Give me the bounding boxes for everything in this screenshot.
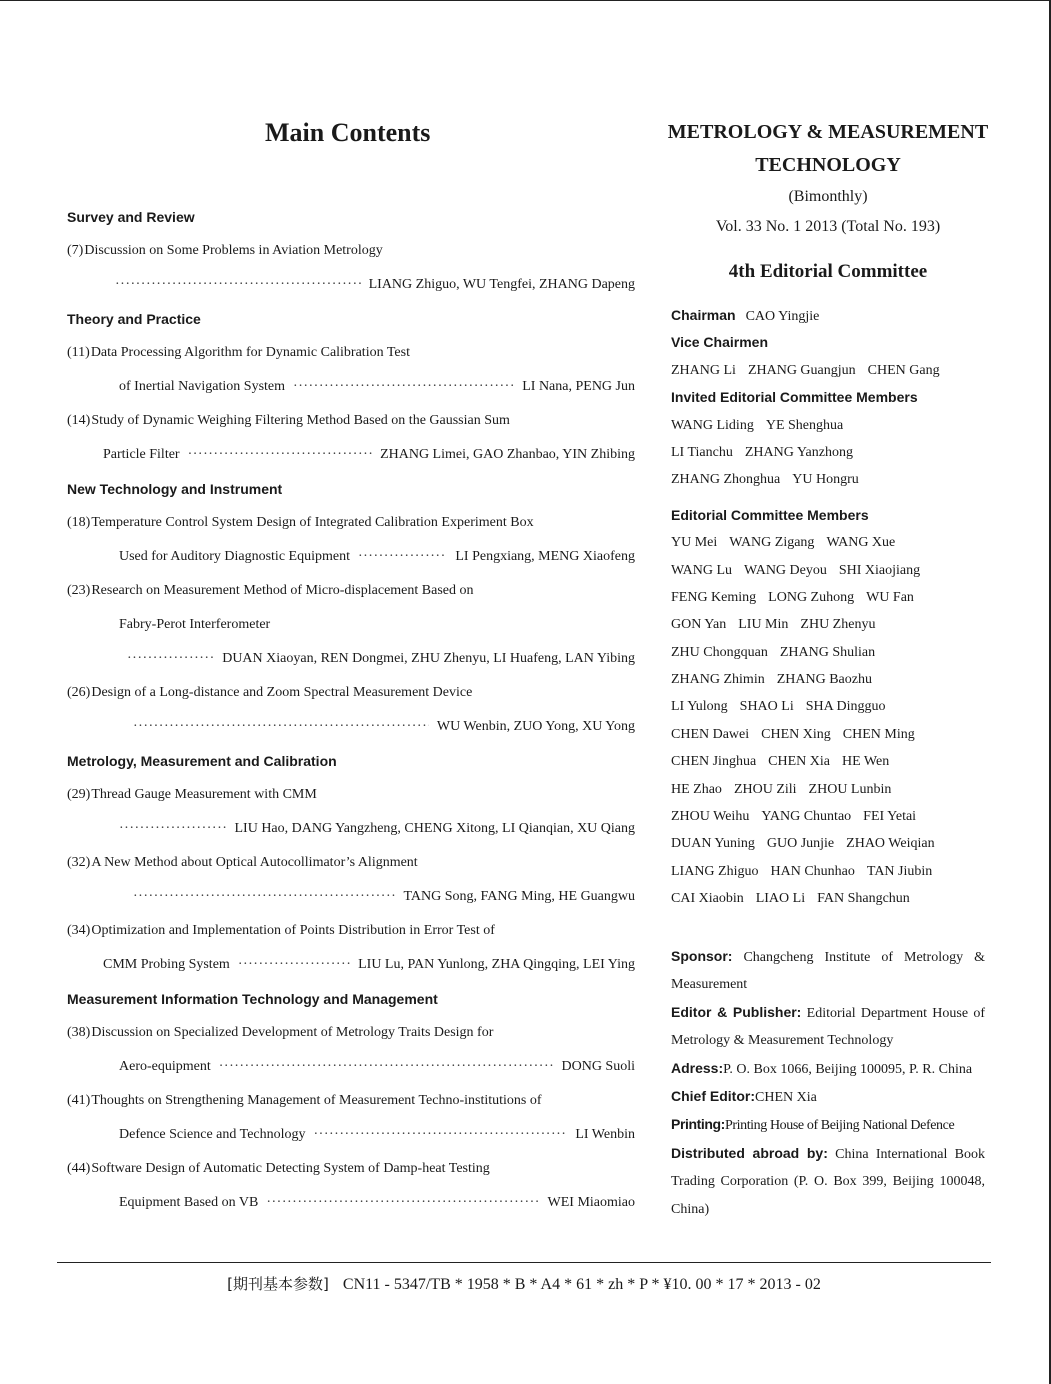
footer-rule xyxy=(57,1262,991,1263)
committee-member-name: SHA Dingguo xyxy=(805,699,886,715)
toc-author-line xyxy=(67,268,635,302)
printing-info xyxy=(671,1111,985,1139)
toc-author-line xyxy=(67,1118,635,1152)
toc-title-text: Design of a Long-distance and Zoom Spectral Measurement Device xyxy=(91,685,473,700)
invited-members-label-row xyxy=(671,384,991,411)
toc-leader-dots xyxy=(133,710,429,744)
toc-authors: LI Wenbin xyxy=(575,1127,635,1142)
toc-page-number: (32) xyxy=(67,855,91,870)
toc-article-title xyxy=(67,914,635,948)
committee-member-name: LI Tianchu xyxy=(671,444,733,460)
committee-member-name: ZHU Chongquan xyxy=(671,644,768,660)
committee-name-row xyxy=(671,885,991,912)
toc-section-heading: Theory and Practice xyxy=(67,311,201,327)
committee-member-name: YANG Chuntao xyxy=(761,809,852,825)
address-label: Adress: xyxy=(671,1059,724,1076)
toc-leader-dots xyxy=(127,642,214,676)
printing-value: Printing House of Beijing National Defence xyxy=(724,1118,955,1134)
toc-article-title xyxy=(67,404,635,438)
toc-author-line xyxy=(67,948,635,982)
toc-title-text: Discussion on Specialized Development of Metrology Traits Design for xyxy=(91,1025,494,1040)
committee-member-name: YU Mei xyxy=(671,535,718,551)
committee-member-name: CAI Xiaobin xyxy=(671,891,744,907)
committee-member-name: HE Wen xyxy=(842,754,890,770)
committee-member-name: LI Yulong xyxy=(671,699,728,715)
toc-author-line xyxy=(67,1186,635,1220)
toc-title-text: Temperature Control System Design of Integrated Calibration Experiment Box xyxy=(91,515,534,530)
committee-member-name: ZHANG Guangjun xyxy=(747,362,856,378)
toc-authors: DUAN Xiaoyan, REN Dongmei, ZHU Zhenyu, LI Huafeng, LAN Yibing xyxy=(222,651,635,666)
committee-member-name: YU Hongru xyxy=(792,472,859,488)
toc-page-number: (34) xyxy=(67,923,91,938)
committee-name-row xyxy=(671,830,991,857)
committee-member-name: LIU Min xyxy=(738,617,789,633)
magazine-title xyxy=(662,116,994,182)
committee-member-name: WANG Liding xyxy=(671,417,754,433)
toc-page-number: (44) xyxy=(67,1161,91,1176)
toc-section-heading: Measurement Information Technology and Management xyxy=(67,991,438,1007)
toc-author-line xyxy=(67,812,635,846)
committee-member-name: ZHANG Zhonghua xyxy=(671,472,781,488)
toc-article-title xyxy=(67,1152,635,1186)
committee-name-row xyxy=(671,666,991,693)
committee-members-list xyxy=(671,529,991,912)
committee-name-row xyxy=(671,584,991,611)
table-of-contents xyxy=(67,200,635,1220)
toc-page-number: (41) xyxy=(67,1093,91,1108)
toc-leader-dots xyxy=(219,1050,554,1084)
distributor-value: China International Book Trading Corporation (P. O. Box 399, Beijing 100048, China) xyxy=(671,1146,985,1217)
committee-member-name: SHAO Li xyxy=(739,699,794,715)
committee-member-name: GUO Junjie xyxy=(766,836,835,852)
committee-member-name: LONG Zuhong xyxy=(768,589,855,605)
toc-title-continuation: of Inertial Navigation System xyxy=(119,379,286,394)
footer-params: CN11 - 5347/TB * 1958 * B * A4 * 61 * zh * P * ¥10. 00 * 17 * 2013 - 02 xyxy=(342,1276,821,1293)
committee-member-name: ZHANG Li xyxy=(671,362,736,378)
toc-authors: ZHANG Limei, GAO Zhanbao, YIN Zhibing xyxy=(380,447,635,462)
committee-member-name: ZHANG Zhimin xyxy=(671,672,765,688)
committee-name-row xyxy=(671,776,991,803)
main-contents-title: Main Contents xyxy=(265,118,431,147)
committee-name-row xyxy=(671,357,991,384)
toc-article-title xyxy=(67,506,635,540)
committee-name-row xyxy=(671,557,991,584)
magazine-title-line1: METROLOGY & MEASUREMENT xyxy=(667,121,989,143)
toc-leader-dots xyxy=(266,1186,539,1220)
editorial-committee xyxy=(671,302,991,913)
committee-member-name: CHEN Jinghua xyxy=(671,754,757,770)
toc-page-number: (26) xyxy=(67,685,91,700)
committee-name-row xyxy=(671,639,991,666)
committee-member-name: ZHU Zhenyu xyxy=(800,617,876,633)
committee-members-label: Editorial Committee Members xyxy=(671,506,869,523)
committee-member-name: WANG Xue xyxy=(826,535,896,551)
toc-page-number: (7) xyxy=(67,243,84,258)
vice-chairmen-label-row xyxy=(671,329,991,356)
committee-name-row xyxy=(671,858,991,885)
editor-label: Editor & Publisher: xyxy=(671,1003,802,1020)
committee-member-name: YE Shenghua xyxy=(765,417,844,433)
vice-chairmen-list xyxy=(671,357,991,384)
toc-author-line xyxy=(67,438,635,472)
toc-section-heading: Metrology, Measurement and Calibration xyxy=(67,753,337,769)
committee-member-name: CHEN Gang xyxy=(867,362,940,378)
toc-article-title xyxy=(67,778,635,812)
toc-author-line xyxy=(67,540,635,574)
toc-title-text: A New Method about Optical Autocollimator’s Alignment xyxy=(91,855,418,870)
committee-member-name: CHEN Xing xyxy=(761,726,831,742)
toc-page-number: (18) xyxy=(67,515,91,530)
committee-members-label-row xyxy=(671,502,991,529)
publication-info xyxy=(671,943,985,1223)
committee-member-name: ZHANG Yanzhong xyxy=(744,444,853,460)
toc-title-continuation: Equipment Based on VB xyxy=(119,1195,259,1210)
toc-authors: WU Wenbin, ZUO Yong, XU Yong xyxy=(436,719,635,734)
toc-title-continuation: Defence Science and Technology xyxy=(119,1127,306,1142)
toc-title-text: Software Design of Automatic Detecting System of Damp-heat Testing xyxy=(91,1161,490,1176)
toc-page-number: (11) xyxy=(67,345,90,360)
toc-page-number: (14) xyxy=(67,413,91,428)
toc-article-title xyxy=(67,676,635,710)
committee-member-name: WU Fan xyxy=(866,589,914,605)
toc-page-number: (38) xyxy=(67,1025,91,1040)
committee-member-name: WANG Zigang xyxy=(729,535,815,551)
magazine-frequency: (Bimonthly) xyxy=(788,188,868,205)
committee-member-name: ZHANG Shulian xyxy=(779,644,876,660)
committee-member-name: ZHOU Zili xyxy=(733,781,797,797)
toc-leader-dots xyxy=(188,438,372,472)
committee-name-row xyxy=(671,611,991,638)
sponsor-info xyxy=(671,943,985,999)
toc-leader-dots xyxy=(115,268,361,302)
committee-name-row xyxy=(671,803,991,830)
committee-member-name: CHEN Ming xyxy=(842,726,915,742)
committee-name-row xyxy=(671,721,991,748)
committee-member-name: SHI Xiaojiang xyxy=(838,562,921,578)
footer-parameters xyxy=(57,1270,991,1299)
toc-article-title xyxy=(67,1084,635,1118)
committee-member-name: DUAN Yuning xyxy=(671,836,755,852)
invited-members-list xyxy=(671,412,991,494)
toc-page-number: (29) xyxy=(67,787,91,802)
committee-member-name: TAN Jiubin xyxy=(866,863,933,879)
toc-article-title xyxy=(67,846,635,880)
committee-member-name: ZHOU Weihu xyxy=(671,809,750,825)
toc-leader-dots xyxy=(293,370,514,404)
toc-title-text: Thoughts on Strengthening Management of Measurement Techno-institutions of xyxy=(91,1093,542,1108)
committee-name-row xyxy=(671,412,991,439)
toc-authors: LIANG Zhiguo, WU Tengfei, ZHANG Dapeng xyxy=(368,277,635,292)
magazine-title-line2: TECHNOLOGY xyxy=(755,154,901,176)
chief-editor-label: Chief Editor: xyxy=(671,1088,755,1105)
toc-authors: LIU Hao, DANG Yangzheng, CHENG Xitong, LI Qianqian, XU Qiang xyxy=(234,821,635,836)
committee-member-name: WANG Lu xyxy=(671,562,733,578)
toc-authors: WEI Miaomiao xyxy=(547,1195,635,1210)
address-info xyxy=(671,1055,985,1083)
distributor-label: Distributed abroad by: xyxy=(671,1144,828,1161)
committee-title: 4th Editorial Committee xyxy=(728,261,928,282)
chairman-label: Chairman xyxy=(671,307,736,323)
committee-member-name: FENG Keming xyxy=(671,589,757,605)
toc-title-text: Optimization and Implementation of Points Distribution in Error Test of xyxy=(91,923,495,938)
toc-section-heading: New Technology and Instrument xyxy=(67,481,283,497)
toc-article-title xyxy=(67,234,635,268)
page-border-top xyxy=(0,0,1051,1)
editor-info xyxy=(671,999,985,1055)
toc-author-line xyxy=(67,880,635,914)
toc-leader-dots xyxy=(314,1118,568,1152)
toc-title-text: Study of Dynamic Weighing Filtering Method Based on the Gaussian Sum xyxy=(91,413,510,428)
toc-author-line xyxy=(67,370,635,404)
toc-article-title xyxy=(67,1016,635,1050)
committee-name-row xyxy=(671,693,991,720)
toc-leader-dots xyxy=(119,812,227,846)
invited-members-label: Invited Editorial Committee Members xyxy=(671,389,918,406)
committee-member-name: HE Zhao xyxy=(671,781,722,797)
toc-authors: DONG Suoli xyxy=(561,1059,635,1074)
footer-label: [期刊基本参数] xyxy=(227,1275,329,1293)
committee-member-name: ZHANG Baozhu xyxy=(776,672,872,688)
committee-member-name: ZHOU Lunbin xyxy=(808,781,892,797)
toc-title-continuation: CMM Probing System xyxy=(103,957,230,972)
sponsor-value: Changcheng Institute of Metrology & Measurement xyxy=(671,950,985,993)
committee-member-name: CHEN Xia xyxy=(768,754,830,770)
committee-name-row xyxy=(671,748,991,775)
toc-article-title xyxy=(67,574,635,608)
toc-leader-dots xyxy=(133,880,395,914)
toc-title-text: Discussion on Some Problems in Aviation Metrology xyxy=(84,243,383,258)
committee-name-row xyxy=(671,439,991,466)
magazine-volume-line: Vol. 33 No. 1 2013 (Total No. 193) xyxy=(715,218,941,235)
distributor-info xyxy=(671,1140,985,1223)
toc-authors: LI Nana, PENG Jun xyxy=(522,379,635,394)
toc-title-continuation: Aero-equipment xyxy=(119,1059,211,1074)
committee-member-name: WANG Deyou xyxy=(744,562,827,578)
toc-title-continuation: Particle Filter xyxy=(103,447,180,462)
toc-title-continuation: Fabry-Perot Interferometer xyxy=(119,617,271,632)
chief-editor-info xyxy=(671,1083,985,1111)
toc-title-text: Data Processing Algorithm for Dynamic Calibration Test xyxy=(90,345,410,360)
toc-title-text: Thread Gauge Measurement with CMM xyxy=(91,787,317,802)
toc-author-line xyxy=(67,1050,635,1084)
committee-name-row xyxy=(671,529,991,556)
toc-title-text: Research on Measurement Method of Micro-displacement Based on xyxy=(91,583,474,598)
editor-value: Editorial Department House of Metrology & Measurement Technology xyxy=(671,1005,985,1049)
sponsor-label: Sponsor: xyxy=(671,948,733,964)
committee-member-name: LIANG Zhiguo xyxy=(671,863,759,879)
committee-member-name: FAN Shangchun xyxy=(817,891,910,907)
toc-section-heading: Survey and Review xyxy=(67,209,195,225)
committee-member-name: GON Yan xyxy=(671,617,727,633)
committee-member-name: ZHAO Weiqian xyxy=(846,836,935,852)
toc-author-line xyxy=(67,710,635,744)
chairman-row xyxy=(671,302,991,329)
toc-title-continuation: Used for Auditory Diagnostic Equipment xyxy=(119,549,350,564)
toc-leader-dots xyxy=(238,948,350,982)
committee-member-name: LIAO Li xyxy=(755,891,806,907)
address-value: P. O. Box 1066, Beijing 100095, P. R. China xyxy=(723,1061,973,1077)
chief-editor-value: CHEN Xia xyxy=(755,1090,817,1106)
printing-label: Printing: xyxy=(671,1116,725,1133)
toc-authors: LI Pengxiang, MENG Xiaofeng xyxy=(455,549,635,564)
toc-page-number: (23) xyxy=(67,583,91,598)
chairman-name: CAO Yingjie xyxy=(745,309,820,324)
committee-member-name: FEI Yetai xyxy=(863,809,917,825)
toc-author-line xyxy=(67,642,635,676)
vice-chairmen-label: Vice Chairmen xyxy=(671,334,769,351)
committee-member-name: HAN Chunhao xyxy=(770,863,855,879)
toc-leader-dots xyxy=(358,540,447,574)
toc-authors: TANG Song, FANG Ming, HE Guangwu xyxy=(403,889,635,904)
toc-article-title xyxy=(67,336,635,370)
committee-member-name: CHEN Dawei xyxy=(671,726,750,742)
committee-name-row xyxy=(671,466,991,493)
toc-authors: LIU Lu, PAN Yunlong, ZHA Qingqing, LEI Ying xyxy=(358,957,635,972)
